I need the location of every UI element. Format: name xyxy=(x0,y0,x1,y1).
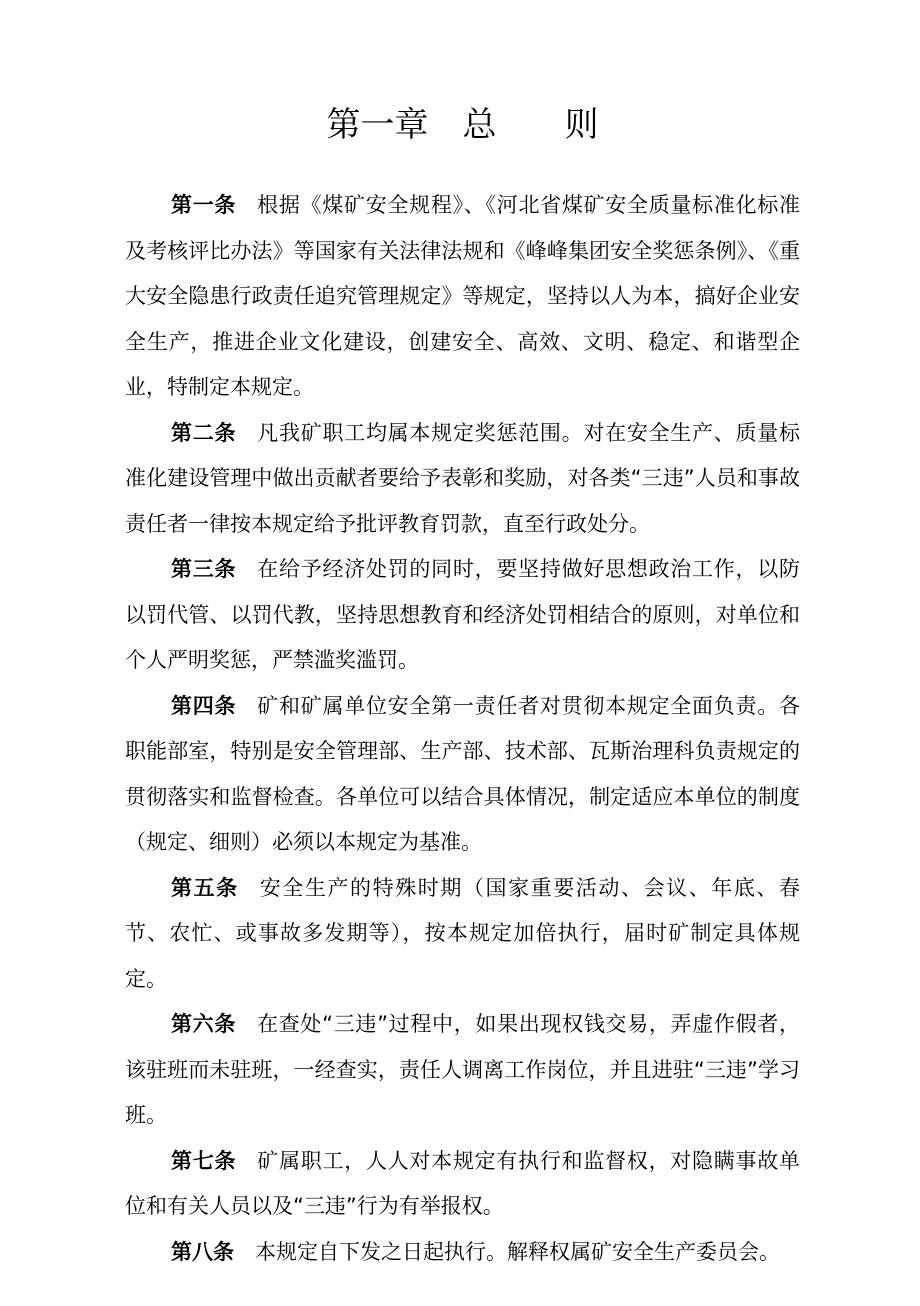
article-text: 根据《煤矿安全规程》、《河北省煤矿安全质量标准化标准及考核评比办法》等国家有关法律法规和《峰峰集团安全奖惩条例》、《重大安全隐患行政责任追究管理规定》等规定，坚持以人为本，搞好企业安全生产，推进企业文化建设，创建安全、高效、文明、稳定、和谐型企业，特制定本规定。 xyxy=(125,193,801,399)
article-text: 凡我矿职工均属本规定奖惩范围。对在安全生产、质量标准化建设管理中做出贡献者要给予表彰和奖励，对各类“三违”人员和事故责任者一律按本规定给予批评教育罚款，直至行政处分。 xyxy=(125,420,801,536)
article-text: 本规定自下发之日起执行。解释权属矿安全生产委员会。 xyxy=(255,1239,780,1264)
article-6 xyxy=(125,1002,800,1139)
article-text: 在查处“三违”过程中，如果出现权钱交易，弄虚作假者，该驻班而未驻班，一经查实，责任人调离工作岗位，并且进驻“三违”学习班。 xyxy=(125,1012,800,1127)
article-number: 第五条 xyxy=(171,875,239,900)
article-5 xyxy=(125,866,800,1003)
article-4 xyxy=(125,684,800,866)
chapter-title: 第一章 总 则 xyxy=(326,105,599,145)
article-text: 在给予经济处罚的同时，要坚持做好思想政治工作，以防以罚代管、以罚代教，坚持思想教育和经济处罚相结合的原则，对单位和个人严明奖惩，严禁滥奖滥罚。 xyxy=(125,557,801,672)
article-number: 第二条 xyxy=(171,420,237,445)
article-text: 安全生产的特殊时期（国家重要活动、会议、年底、春节、农忙、或事故多发期等），按本规定加倍执行，届时矿制定具体规定。 xyxy=(125,875,801,991)
article-list xyxy=(125,183,800,1275)
article-8 xyxy=(125,1230,800,1276)
article-2 xyxy=(125,411,800,548)
article-number: 第四条 xyxy=(171,693,237,718)
article-1 xyxy=(125,183,800,411)
article-text: 矿和矿属单位安全第一责任者对贯彻本规定全面负责。各职能部室，特别是安全管理部、生产部、技术部、瓦斯治理科负责规定的贯彻落实和监督检查。各单位可以结合具体情况，制定适应本单位的制度（规定、细则）必须以本规定为基准。 xyxy=(125,693,801,854)
article-3 xyxy=(125,547,800,684)
article-number: 第六条 xyxy=(171,1012,237,1036)
article-text: 矿属职工，人人对本规定有执行和监督权，对隐瞒事故单位和有关人员以及“三违”行为有举报权。 xyxy=(125,1148,801,1218)
article-number: 第一条 xyxy=(171,193,237,217)
article-number: 第三条 xyxy=(171,557,237,581)
article-number: 第七条 xyxy=(171,1148,237,1173)
article-7 xyxy=(125,1139,800,1230)
document-page xyxy=(125,0,800,1306)
article-number: 第八条 xyxy=(171,1239,234,1264)
